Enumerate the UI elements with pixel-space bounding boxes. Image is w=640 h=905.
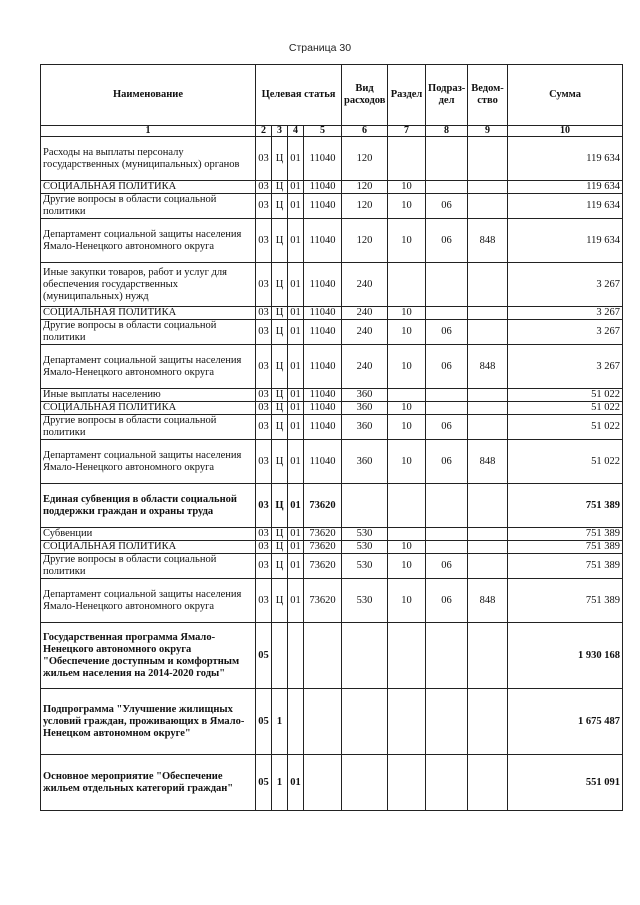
column-number: 3 (272, 126, 288, 137)
table-row (41, 137, 623, 181)
section-cell: 10 (388, 415, 426, 440)
section-cell (388, 528, 426, 541)
department-cell: 848 (468, 579, 508, 623)
expense-type-cell (342, 623, 388, 689)
amount-cell: 51 022 (508, 389, 623, 402)
section-cell: 10 (388, 541, 426, 554)
row-name: СОЦИАЛЬНАЯ ПОЛИТИКА (41, 402, 256, 415)
section-cell: 10 (388, 307, 426, 320)
table-row (41, 554, 623, 579)
target-code-part: 11040 (304, 320, 342, 345)
target-code-part (304, 623, 342, 689)
header-name: Наименование (41, 65, 256, 126)
target-code-part: Ц (272, 137, 288, 181)
target-code-part: 03 (256, 484, 272, 528)
target-code-part: 01 (288, 345, 304, 389)
target-code-part: 01 (288, 307, 304, 320)
target-code-part: 11040 (304, 219, 342, 263)
column-number: 5 (304, 126, 342, 137)
amount-cell: 1 930 168 (508, 623, 623, 689)
table-row (41, 307, 623, 320)
target-code-part: 03 (256, 307, 272, 320)
row-name: Другие вопросы в области социальной политики (41, 194, 256, 219)
table-row (41, 320, 623, 345)
subsection-cell (426, 623, 468, 689)
section-cell: 10 (388, 402, 426, 415)
subsection-cell (426, 528, 468, 541)
row-name: Иные закупки товаров, работ и услуг для обеспечения государственных (муниципальных) нужд (41, 263, 256, 307)
row-name: СОЦИАЛЬНАЯ ПОЛИТИКА (41, 307, 256, 320)
column-number: 9 (468, 126, 508, 137)
department-cell (468, 623, 508, 689)
row-name: Другие вопросы в области социальной политики (41, 320, 256, 345)
row-name: Департамент социальной защиты населения Ямало-Ненецкого автономного округа (41, 440, 256, 484)
target-code-part (288, 623, 304, 689)
expense-type-cell: 120 (342, 137, 388, 181)
target-code-part: 01 (288, 181, 304, 194)
subsection-cell: 06 (426, 194, 468, 219)
column-number-row (41, 126, 623, 137)
table-row (41, 415, 623, 440)
target-code-part: 01 (288, 554, 304, 579)
department-cell (468, 137, 508, 181)
department-cell (468, 484, 508, 528)
row-name: Иные выплаты населению (41, 389, 256, 402)
target-code-part: 03 (256, 263, 272, 307)
department-cell (468, 389, 508, 402)
expense-type-cell: 530 (342, 579, 388, 623)
expense-type-cell (342, 755, 388, 811)
target-code-part: Ц (272, 181, 288, 194)
target-code-part: Ц (272, 194, 288, 219)
amount-cell: 119 634 (508, 219, 623, 263)
column-number: 8 (426, 126, 468, 137)
expense-type-cell: 360 (342, 402, 388, 415)
expense-type-cell: 240 (342, 345, 388, 389)
department-cell (468, 263, 508, 307)
section-cell (388, 755, 426, 811)
row-name: СОЦИАЛЬНАЯ ПОЛИТИКА (41, 181, 256, 194)
subsection-cell: 06 (426, 579, 468, 623)
target-code-part: 01 (288, 528, 304, 541)
department-cell (468, 689, 508, 755)
subsection-cell (426, 755, 468, 811)
row-name: Департамент социальной защиты населения Ямало-Ненецкого автономного округа (41, 219, 256, 263)
subsection-cell: 06 (426, 415, 468, 440)
target-code-part: 03 (256, 219, 272, 263)
target-code-part: 01 (288, 484, 304, 528)
department-cell: 848 (468, 440, 508, 484)
header-department: Ведом-ство (468, 65, 508, 126)
subsection-cell (426, 689, 468, 755)
department-cell (468, 320, 508, 345)
header-amount: Сумма (508, 65, 623, 126)
subsection-cell (426, 137, 468, 181)
target-code-part: 01 (288, 389, 304, 402)
target-code-part: 01 (288, 194, 304, 219)
table-row (41, 755, 623, 811)
department-cell (468, 541, 508, 554)
section-cell: 10 (388, 440, 426, 484)
target-code-part (288, 689, 304, 755)
department-cell (468, 554, 508, 579)
row-name: Департамент социальной защиты населения Ямало-Ненецкого автономного округа (41, 579, 256, 623)
amount-cell: 751 389 (508, 541, 623, 554)
department-cell (468, 528, 508, 541)
target-code-part: 11040 (304, 402, 342, 415)
target-code-part: 05 (256, 689, 272, 755)
subsection-cell: 06 (426, 554, 468, 579)
expense-type-cell: 120 (342, 194, 388, 219)
section-cell: 10 (388, 320, 426, 345)
expense-type-cell (342, 484, 388, 528)
target-code-part: 03 (256, 440, 272, 484)
target-code-part: 05 (256, 623, 272, 689)
expense-type-cell: 120 (342, 181, 388, 194)
target-code-part: 03 (256, 194, 272, 219)
expense-type-cell: 360 (342, 389, 388, 402)
amount-cell: 119 634 (508, 137, 623, 181)
target-code-part: 11040 (304, 194, 342, 219)
table-row (41, 689, 623, 755)
column-number: 1 (41, 126, 256, 137)
target-code-part: 03 (256, 389, 272, 402)
amount-cell: 3 267 (508, 263, 623, 307)
target-code-part: 03 (256, 415, 272, 440)
target-code-part (272, 623, 288, 689)
row-name: Основное мероприятие "Обеспечение жильем отдельных категорий граждан" (41, 755, 256, 811)
row-name: Подпрограмма "Улучшение жилищных условий граждан, проживающих в Ямало-Ненецком автономном округе" (41, 689, 256, 755)
amount-cell: 3 267 (508, 307, 623, 320)
department-cell: 848 (468, 219, 508, 263)
amount-cell: 751 389 (508, 528, 623, 541)
department-cell: 848 (468, 345, 508, 389)
target-code-part: 03 (256, 320, 272, 345)
department-cell (468, 181, 508, 194)
target-code-part: 03 (256, 402, 272, 415)
header-target-article: Целевая статья (256, 65, 342, 126)
section-cell (388, 263, 426, 307)
table-row (41, 541, 623, 554)
expense-type-cell: 240 (342, 263, 388, 307)
table-row (41, 579, 623, 623)
table-row (41, 263, 623, 307)
target-code-part: Ц (272, 415, 288, 440)
expense-type-cell: 530 (342, 528, 388, 541)
target-code-part: 01 (288, 402, 304, 415)
target-code-part: 03 (256, 579, 272, 623)
row-name: Департамент социальной защиты населения Ямало-Ненецкого автономного округа (41, 345, 256, 389)
section-cell (388, 623, 426, 689)
department-cell (468, 755, 508, 811)
target-code-part: 11040 (304, 307, 342, 320)
budget-table (40, 64, 623, 811)
subsection-cell: 06 (426, 345, 468, 389)
expense-type-cell (342, 689, 388, 755)
target-code-part: Ц (272, 389, 288, 402)
column-number: 2 (256, 126, 272, 137)
expense-type-cell: 530 (342, 541, 388, 554)
expense-type-cell: 120 (342, 219, 388, 263)
department-cell (468, 194, 508, 219)
target-code-part: 05 (256, 755, 272, 811)
target-code-part: 01 (288, 579, 304, 623)
header-subsection: Подраз-дел (426, 65, 468, 126)
row-name: Другие вопросы в области социальной политики (41, 415, 256, 440)
target-code-part: Ц (272, 320, 288, 345)
subsection-cell (426, 402, 468, 415)
subsection-cell (426, 484, 468, 528)
target-code-part: 73620 (304, 554, 342, 579)
target-code-part: Ц (272, 440, 288, 484)
row-name: Субвенции (41, 528, 256, 541)
target-code-part: 03 (256, 541, 272, 554)
table-row (41, 345, 623, 389)
table-row (41, 528, 623, 541)
section-cell: 10 (388, 554, 426, 579)
amount-cell: 51 022 (508, 402, 623, 415)
department-cell (468, 415, 508, 440)
target-code-part: Ц (272, 554, 288, 579)
target-code-part: 01 (288, 541, 304, 554)
row-name: СОЦИАЛЬНАЯ ПОЛИТИКА (41, 541, 256, 554)
target-code-part: 11040 (304, 415, 342, 440)
row-name: Другие вопросы в области социальной политики (41, 554, 256, 579)
target-code-part: Ц (272, 541, 288, 554)
row-name: Государственная программа Ямало-Ненецкого автономного округа "Обеспечение доступным и комфортным жильем населения на 2014-2020 годы" (41, 623, 256, 689)
target-code-part: Ц (272, 345, 288, 389)
subsection-cell (426, 307, 468, 320)
section-cell: 10 (388, 181, 426, 194)
table-row (41, 389, 623, 402)
amount-cell: 1 675 487 (508, 689, 623, 755)
table-row (41, 484, 623, 528)
target-code-part (304, 755, 342, 811)
amount-cell: 3 267 (508, 320, 623, 345)
target-code-part: 1 (272, 755, 288, 811)
section-cell (388, 484, 426, 528)
target-code-part: Ц (272, 219, 288, 263)
target-code-part: 11040 (304, 440, 342, 484)
target-code-part: Ц (272, 528, 288, 541)
target-code-part: 01 (288, 320, 304, 345)
table-row (41, 181, 623, 194)
subsection-cell (426, 389, 468, 402)
target-code-part: 01 (288, 137, 304, 181)
subsection-cell (426, 263, 468, 307)
table-row (41, 219, 623, 263)
target-code-part: 11040 (304, 345, 342, 389)
column-number: 6 (342, 126, 388, 137)
section-cell (388, 137, 426, 181)
target-code-part: Ц (272, 484, 288, 528)
page-number: Страница 30 (288, 42, 352, 54)
target-code-part: Ц (272, 579, 288, 623)
target-code-part: 11040 (304, 137, 342, 181)
target-code-part: Ц (272, 307, 288, 320)
target-code-part: Ц (272, 263, 288, 307)
amount-cell: 51 022 (508, 415, 623, 440)
header-section: Раздел (388, 65, 426, 126)
target-code-part: 01 (288, 440, 304, 484)
target-code-part: 73620 (304, 528, 342, 541)
target-code-part: 03 (256, 528, 272, 541)
row-name: Расходы на выплаты персоналу государственных (муниципальных) органов (41, 137, 256, 181)
section-cell: 10 (388, 219, 426, 263)
table-row (41, 440, 623, 484)
target-code-part: 01 (288, 755, 304, 811)
subsection-cell (426, 541, 468, 554)
target-code-part: 03 (256, 137, 272, 181)
amount-cell: 119 634 (508, 194, 623, 219)
subsection-cell (426, 181, 468, 194)
amount-cell: 51 022 (508, 440, 623, 484)
target-code-part (304, 689, 342, 755)
table-row (41, 402, 623, 415)
department-cell (468, 307, 508, 320)
amount-cell: 751 389 (508, 579, 623, 623)
expense-type-cell: 240 (342, 307, 388, 320)
section-cell (388, 689, 426, 755)
row-name: Единая субвенция в области социальной поддержки граждан и охраны труда (41, 484, 256, 528)
target-code-part: 11040 (304, 389, 342, 402)
amount-cell: 3 267 (508, 345, 623, 389)
section-cell: 10 (388, 579, 426, 623)
target-code-part: 01 (288, 263, 304, 307)
subsection-cell: 06 (426, 440, 468, 484)
amount-cell: 751 389 (508, 484, 623, 528)
department-cell (468, 402, 508, 415)
target-code-part: 01 (288, 415, 304, 440)
target-code-part: 11040 (304, 263, 342, 307)
section-cell: 10 (388, 194, 426, 219)
column-number: 7 (388, 126, 426, 137)
subsection-cell: 06 (426, 320, 468, 345)
target-code-part: 01 (288, 219, 304, 263)
target-code-part: 73620 (304, 541, 342, 554)
expense-type-cell: 240 (342, 320, 388, 345)
section-cell: 10 (388, 345, 426, 389)
column-number: 4 (288, 126, 304, 137)
target-code-part: 73620 (304, 484, 342, 528)
target-code-part: 11040 (304, 181, 342, 194)
expense-type-cell: 360 (342, 415, 388, 440)
table-row (41, 623, 623, 689)
column-number: 10 (508, 126, 623, 137)
amount-cell: 119 634 (508, 181, 623, 194)
target-code-part: 73620 (304, 579, 342, 623)
target-code-part: 03 (256, 554, 272, 579)
target-code-part: Ц (272, 402, 288, 415)
target-code-part: 03 (256, 181, 272, 194)
header-expense-type: Вид расходов (342, 65, 388, 126)
section-cell (388, 389, 426, 402)
subsection-cell: 06 (426, 219, 468, 263)
amount-cell: 551 091 (508, 755, 623, 811)
expense-type-cell: 530 (342, 554, 388, 579)
table-row (41, 194, 623, 219)
amount-cell: 751 389 (508, 554, 623, 579)
table-header-row (41, 65, 623, 126)
target-code-part: 1 (272, 689, 288, 755)
target-code-part: 03 (256, 345, 272, 389)
expense-type-cell: 360 (342, 440, 388, 484)
